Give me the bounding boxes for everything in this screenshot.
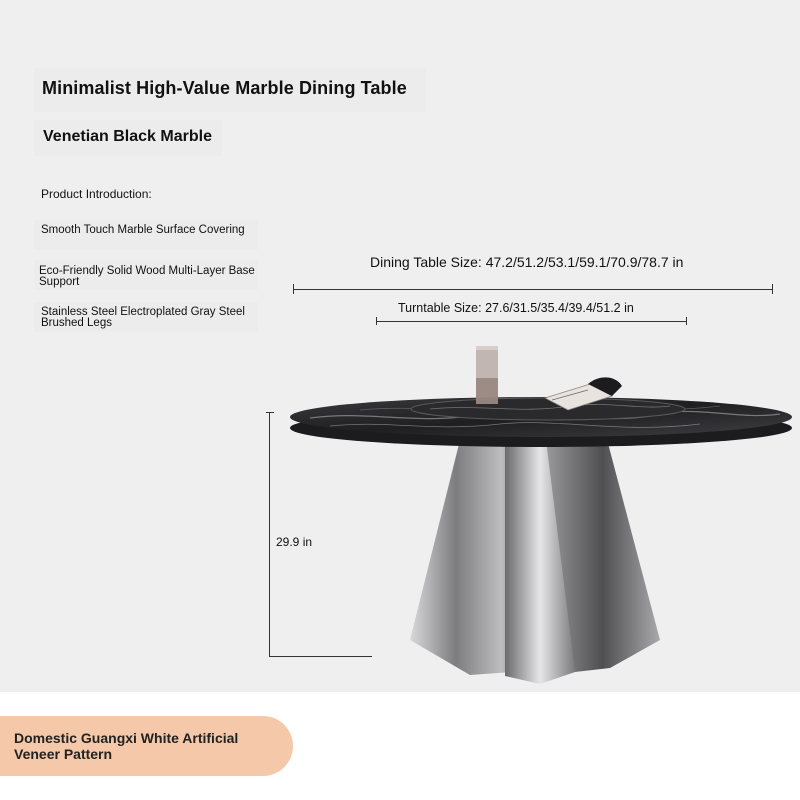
material-label: Venetian Black Marble [43,128,212,145]
height-label: 29.9 in [276,535,313,549]
veneer-label: Domestic Guangxi White Artificial Veneer Pattern [14,730,239,762]
steel-legs [410,432,660,684]
turntable [411,398,685,420]
turntable-size-label: Turntable Size: 27.6/31.5/35.4/39.4/51.2 in [398,301,634,315]
feature-1: Smooth Touch Marble Surface Covering [41,224,245,236]
glass-vase [476,346,498,404]
feature-2: Eco-Friendly Solid Wood Multi-Layer Base Support [39,265,255,288]
intro-label: Product Introduction: [41,187,152,201]
product-title: Minimalist High-Value Marble Dining Table [42,78,407,98]
table-size-label: Dining Table Size: 47.2/51.2/53.1/59.1/70.9/78.7 in [370,254,684,270]
feature-3: Stainless Steel Electroplated Gray Steel Brushed Legs [41,306,245,329]
